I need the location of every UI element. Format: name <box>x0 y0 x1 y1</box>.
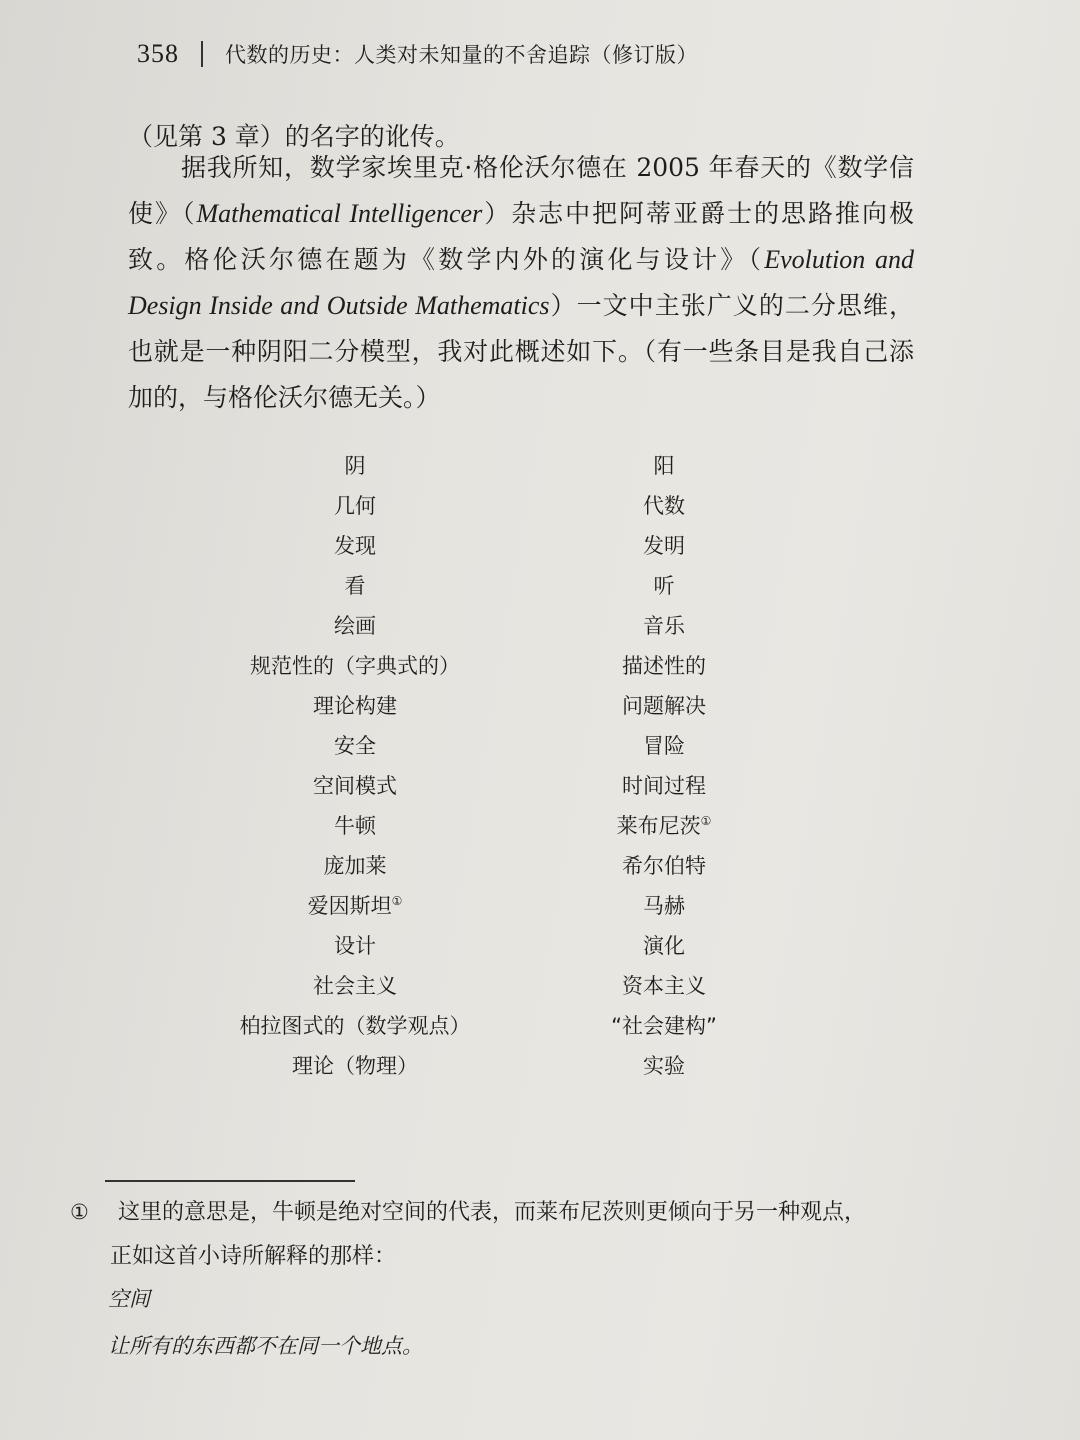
yin-term-text: 绘画 <box>334 614 376 638</box>
yin-term <box>313 970 397 1000</box>
para-text-a: 据我所知，数学家埃里克·格伦沃尔德在 2005 年春天的《数学信使》（ <box>128 153 914 228</box>
yin-header: 阴 <box>344 454 366 478</box>
yang-term-text: 代数 <box>643 494 685 518</box>
yang-term <box>622 770 706 800</box>
footnote-rule <box>105 1180 355 1182</box>
yang-term-text: 听 <box>653 574 675 598</box>
yang-term <box>622 690 706 720</box>
poem-line: 让所有的东西都不在同一个地点。 <box>108 1334 423 1358</box>
yang-term-text: 描述性的 <box>622 654 706 678</box>
footnote-text-2: 正如这首小诗所解释的那样： <box>110 1244 397 1269</box>
yin-yang-row <box>0 766 1080 806</box>
book-title: 代数的历史：人类对未知量的不舍追踪（修订版） <box>225 43 698 67</box>
yang-term-text: 冒险 <box>643 734 685 758</box>
footnote-ref[interactable]: ① <box>700 814 712 828</box>
yang-term <box>643 610 685 640</box>
yang-term <box>654 570 675 600</box>
yang-term <box>622 850 706 880</box>
yin-term-text: 庞加莱 <box>323 854 387 878</box>
yin-term-text: 规范性的（字典式的） <box>250 654 460 678</box>
yin-yang-row <box>0 686 1080 726</box>
page-number: 358 <box>137 39 179 68</box>
yang-header: 阳 <box>653 454 675 478</box>
yin-yang-list <box>0 446 1080 1086</box>
yin-yang-row <box>0 726 1080 766</box>
para-text-c: ）一文中主张广义的二分思维，也就是一种阴阳二分模型，我对此概述如下。（有一些条目是我自己添加的，与格伦沃尔德无关。） <box>128 291 914 412</box>
yin-term-text: 空间模式 <box>313 774 397 798</box>
yin-yang-row <box>0 526 1080 566</box>
yin-term <box>334 610 376 640</box>
yang-term-text: “社会建构” <box>611 1014 717 1038</box>
yang-term <box>622 970 706 1000</box>
yin-term <box>334 730 376 760</box>
yin-term-text: 牛顿 <box>334 814 376 838</box>
yang-term-text: 演化 <box>643 934 685 958</box>
yin-term <box>250 650 460 680</box>
running-header <box>137 34 917 74</box>
yin-yang-row <box>0 926 1080 966</box>
yang-term <box>643 490 685 520</box>
yin-term-text: 爱因斯坦 <box>307 894 392 918</box>
yin-term <box>324 850 387 880</box>
footnote-ref[interactable]: ① <box>391 894 403 908</box>
yin-yang-row <box>0 966 1080 1006</box>
yang-term <box>643 1050 685 1080</box>
yin-yang-row <box>0 1006 1080 1046</box>
yang-term <box>617 810 712 840</box>
yang-term <box>611 1010 717 1040</box>
yin-term-text: 发现 <box>334 534 376 558</box>
yin-yang-row <box>0 606 1080 646</box>
footnote <box>70 1190 930 1279</box>
yin-term-text: 社会主义 <box>313 974 397 998</box>
footnote-marker: ① <box>70 1200 89 1224</box>
yin-term <box>334 530 376 560</box>
yin-yang-rows <box>0 486 1080 1086</box>
yang-term-text: 莱布尼茨 <box>616 814 701 838</box>
header-divider <box>201 41 203 67</box>
yin-term <box>308 890 403 920</box>
yang-term-text: 问题解决 <box>622 694 706 718</box>
yang-term-text: 音乐 <box>643 614 685 638</box>
yin-term <box>334 490 376 520</box>
yin-term <box>240 1010 471 1040</box>
yang-term <box>643 530 685 560</box>
yin-yang-row <box>0 886 1080 926</box>
yin-term <box>292 1050 418 1080</box>
footnote-text-1: 这里的意思是，牛顿是绝对空间的代表，而莱布尼茨则更倾向于另一种观点， <box>118 1200 867 1225</box>
yang-term-text: 发明 <box>643 534 685 558</box>
paragraph-grunwald <box>128 145 914 421</box>
yang-term-text: 资本主义 <box>622 974 706 998</box>
yang-term-text: 马赫 <box>643 894 685 918</box>
yin-yang-row <box>0 566 1080 606</box>
yin-yang-row <box>0 486 1080 526</box>
yang-term <box>643 890 685 920</box>
yang-term-text: 希尔伯特 <box>622 854 706 878</box>
yin-yang-row <box>0 806 1080 846</box>
poem-line: 空间 <box>108 1287 150 1311</box>
yin-yang-row <box>0 846 1080 886</box>
yin-term-text: 理论构建 <box>313 694 397 718</box>
yin-term-text: 理论（物理） <box>292 1054 418 1078</box>
yang-term-text: 时间过程 <box>622 774 706 798</box>
paragraph-continuation: （见第 3 章）的名字的讹传。 <box>128 122 460 151</box>
yin-term-text: 几何 <box>334 494 376 518</box>
yin-term <box>313 690 397 720</box>
journal-name: Mathematical Intelligencer <box>196 199 483 228</box>
yang-term <box>643 730 685 760</box>
yang-term <box>622 650 706 680</box>
yin-yang-row <box>0 1046 1080 1086</box>
yin-term <box>334 930 376 960</box>
yin-term <box>345 570 366 600</box>
footnote-line <box>70 1190 930 1235</box>
para-text-b: ）杂志中把阿蒂亚爵士的思路推向极致。格伦沃尔德在题为《数学内外的演化与设计》（ <box>128 199 914 274</box>
yang-term <box>643 930 685 960</box>
yin-yang-row <box>0 646 1080 686</box>
yin-yang-header-row <box>0 446 1080 486</box>
yin-term-text: 安全 <box>334 734 376 758</box>
yin-term-text: 看 <box>344 574 366 598</box>
yin-term-text: 柏拉图式的（数学观点） <box>239 1014 471 1038</box>
yin-term-text: 设计 <box>334 934 376 958</box>
yin-term <box>313 770 397 800</box>
yang-term-text: 实验 <box>643 1054 685 1078</box>
yin-term <box>334 810 376 840</box>
essay-title: Evolution and Design Inside and Outside Mathematics <box>128 245 914 320</box>
